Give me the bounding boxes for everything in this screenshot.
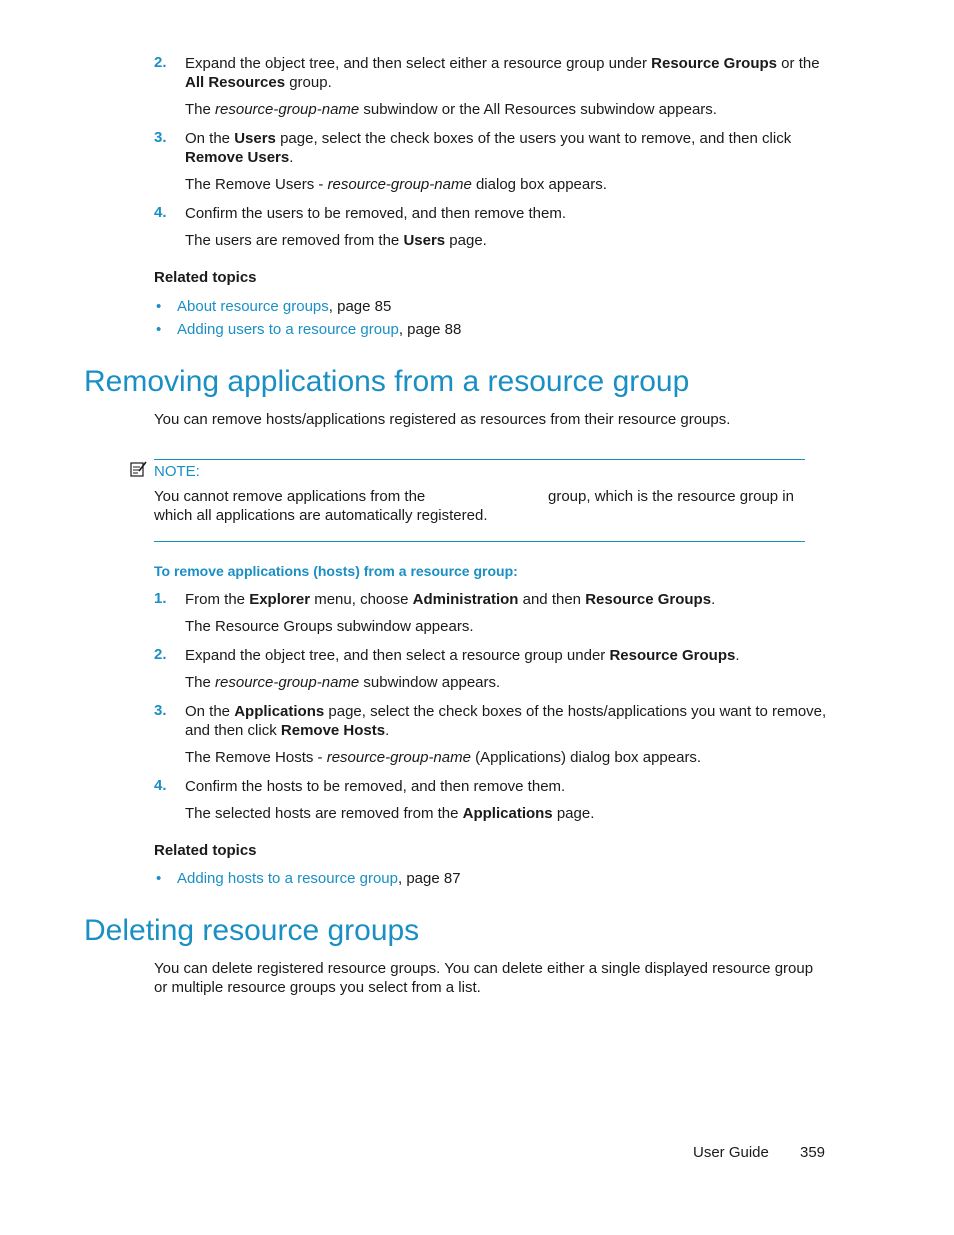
step-text: On the Users page, select the check boxes of the users you want to remove, and then click Remove Users.: [185, 130, 792, 166]
footer-label: User Guide: [693, 1144, 769, 1161]
step-text: From the Explorer menu, choose Administration and then Resource Groups.: [185, 591, 716, 608]
step-number: 2.: [154, 646, 167, 663]
step-result: The Resource Groups subwindow appears.: [185, 618, 474, 635]
step-text: Confirm the users to be removed, and then remove them.: [185, 205, 567, 222]
section-title: Removing applications from a resource group: [84, 365, 690, 398]
section-intro: You can delete registered resource groups. You can delete either a single displayed resource group or multiple resource groups you select from a list.: [154, 960, 814, 996]
bullet-icon: •: [156, 870, 162, 887]
note-bottom-rule: [154, 541, 805, 542]
step-number: 3.: [154, 702, 167, 719]
step-number: 4.: [154, 777, 167, 794]
related-topic-item: Adding hosts to a resource group, page 87: [177, 870, 461, 887]
step-text: On the Applications page, select the check boxes of the hosts/applications you want to remove, and then click Remove Hosts.: [185, 703, 827, 739]
step-text: Confirm the hosts to be removed, and then remove them.: [185, 778, 566, 795]
step-result: The resource-group-name subwindow or the All Resources subwindow appears.: [185, 101, 717, 118]
step-number: 3.: [154, 129, 167, 146]
step-number: 2.: [154, 54, 167, 71]
step-number: 4.: [154, 204, 167, 221]
related-topic-link[interactable]: Adding users to a resource group: [177, 321, 399, 338]
step-result: The selected hosts are removed from the Applications page.: [185, 805, 595, 822]
step-number: 1.: [154, 590, 167, 607]
related-topic-item: About resource groups, page 85: [177, 298, 392, 315]
step-text: Expand the object tree, and then select a resource group under Resource Groups.: [185, 647, 740, 664]
procedure-heading: To remove applications (hosts) from a resource group:: [154, 563, 518, 579]
related-topics-heading: Related topics: [154, 269, 257, 286]
note-text: which all applications are automatically registered.: [154, 507, 488, 524]
step-result: The users are removed from the Users page.: [185, 232, 487, 249]
note-icon: [130, 461, 148, 477]
step-result: The resource-group-name subwindow appears.: [185, 674, 501, 691]
page-number: 359: [800, 1144, 826, 1161]
section-intro: You can remove hosts/applications registered as resources from their resource groups.: [154, 411, 731, 428]
note-top-rule: [154, 459, 805, 460]
bullet-icon: •: [156, 298, 162, 315]
bullet-icon: •: [156, 321, 162, 338]
note-text: group, which is the resource group in: [548, 488, 794, 505]
step-result: The Remove Hosts - resource-group-name (Applications) dialog box appears.: [185, 749, 702, 766]
note-text: You cannot remove applications from the: [154, 488, 426, 505]
related-topic-item: Adding users to a resource group, page 88: [177, 321, 462, 338]
related-topic-link[interactable]: About resource groups: [177, 298, 329, 315]
note-label: NOTE:: [154, 463, 200, 480]
related-topic-link[interactable]: Adding hosts to a resource group: [177, 870, 398, 887]
step-text: Expand the object tree, and then select either a resource group under Resource Groups or the All Resources group.: [185, 55, 820, 91]
related-topics-heading: Related topics: [154, 842, 257, 859]
step-result: The Remove Users - resource-group-name dialog box appears.: [185, 176, 607, 193]
section-title: Deleting resource groups: [84, 914, 420, 947]
